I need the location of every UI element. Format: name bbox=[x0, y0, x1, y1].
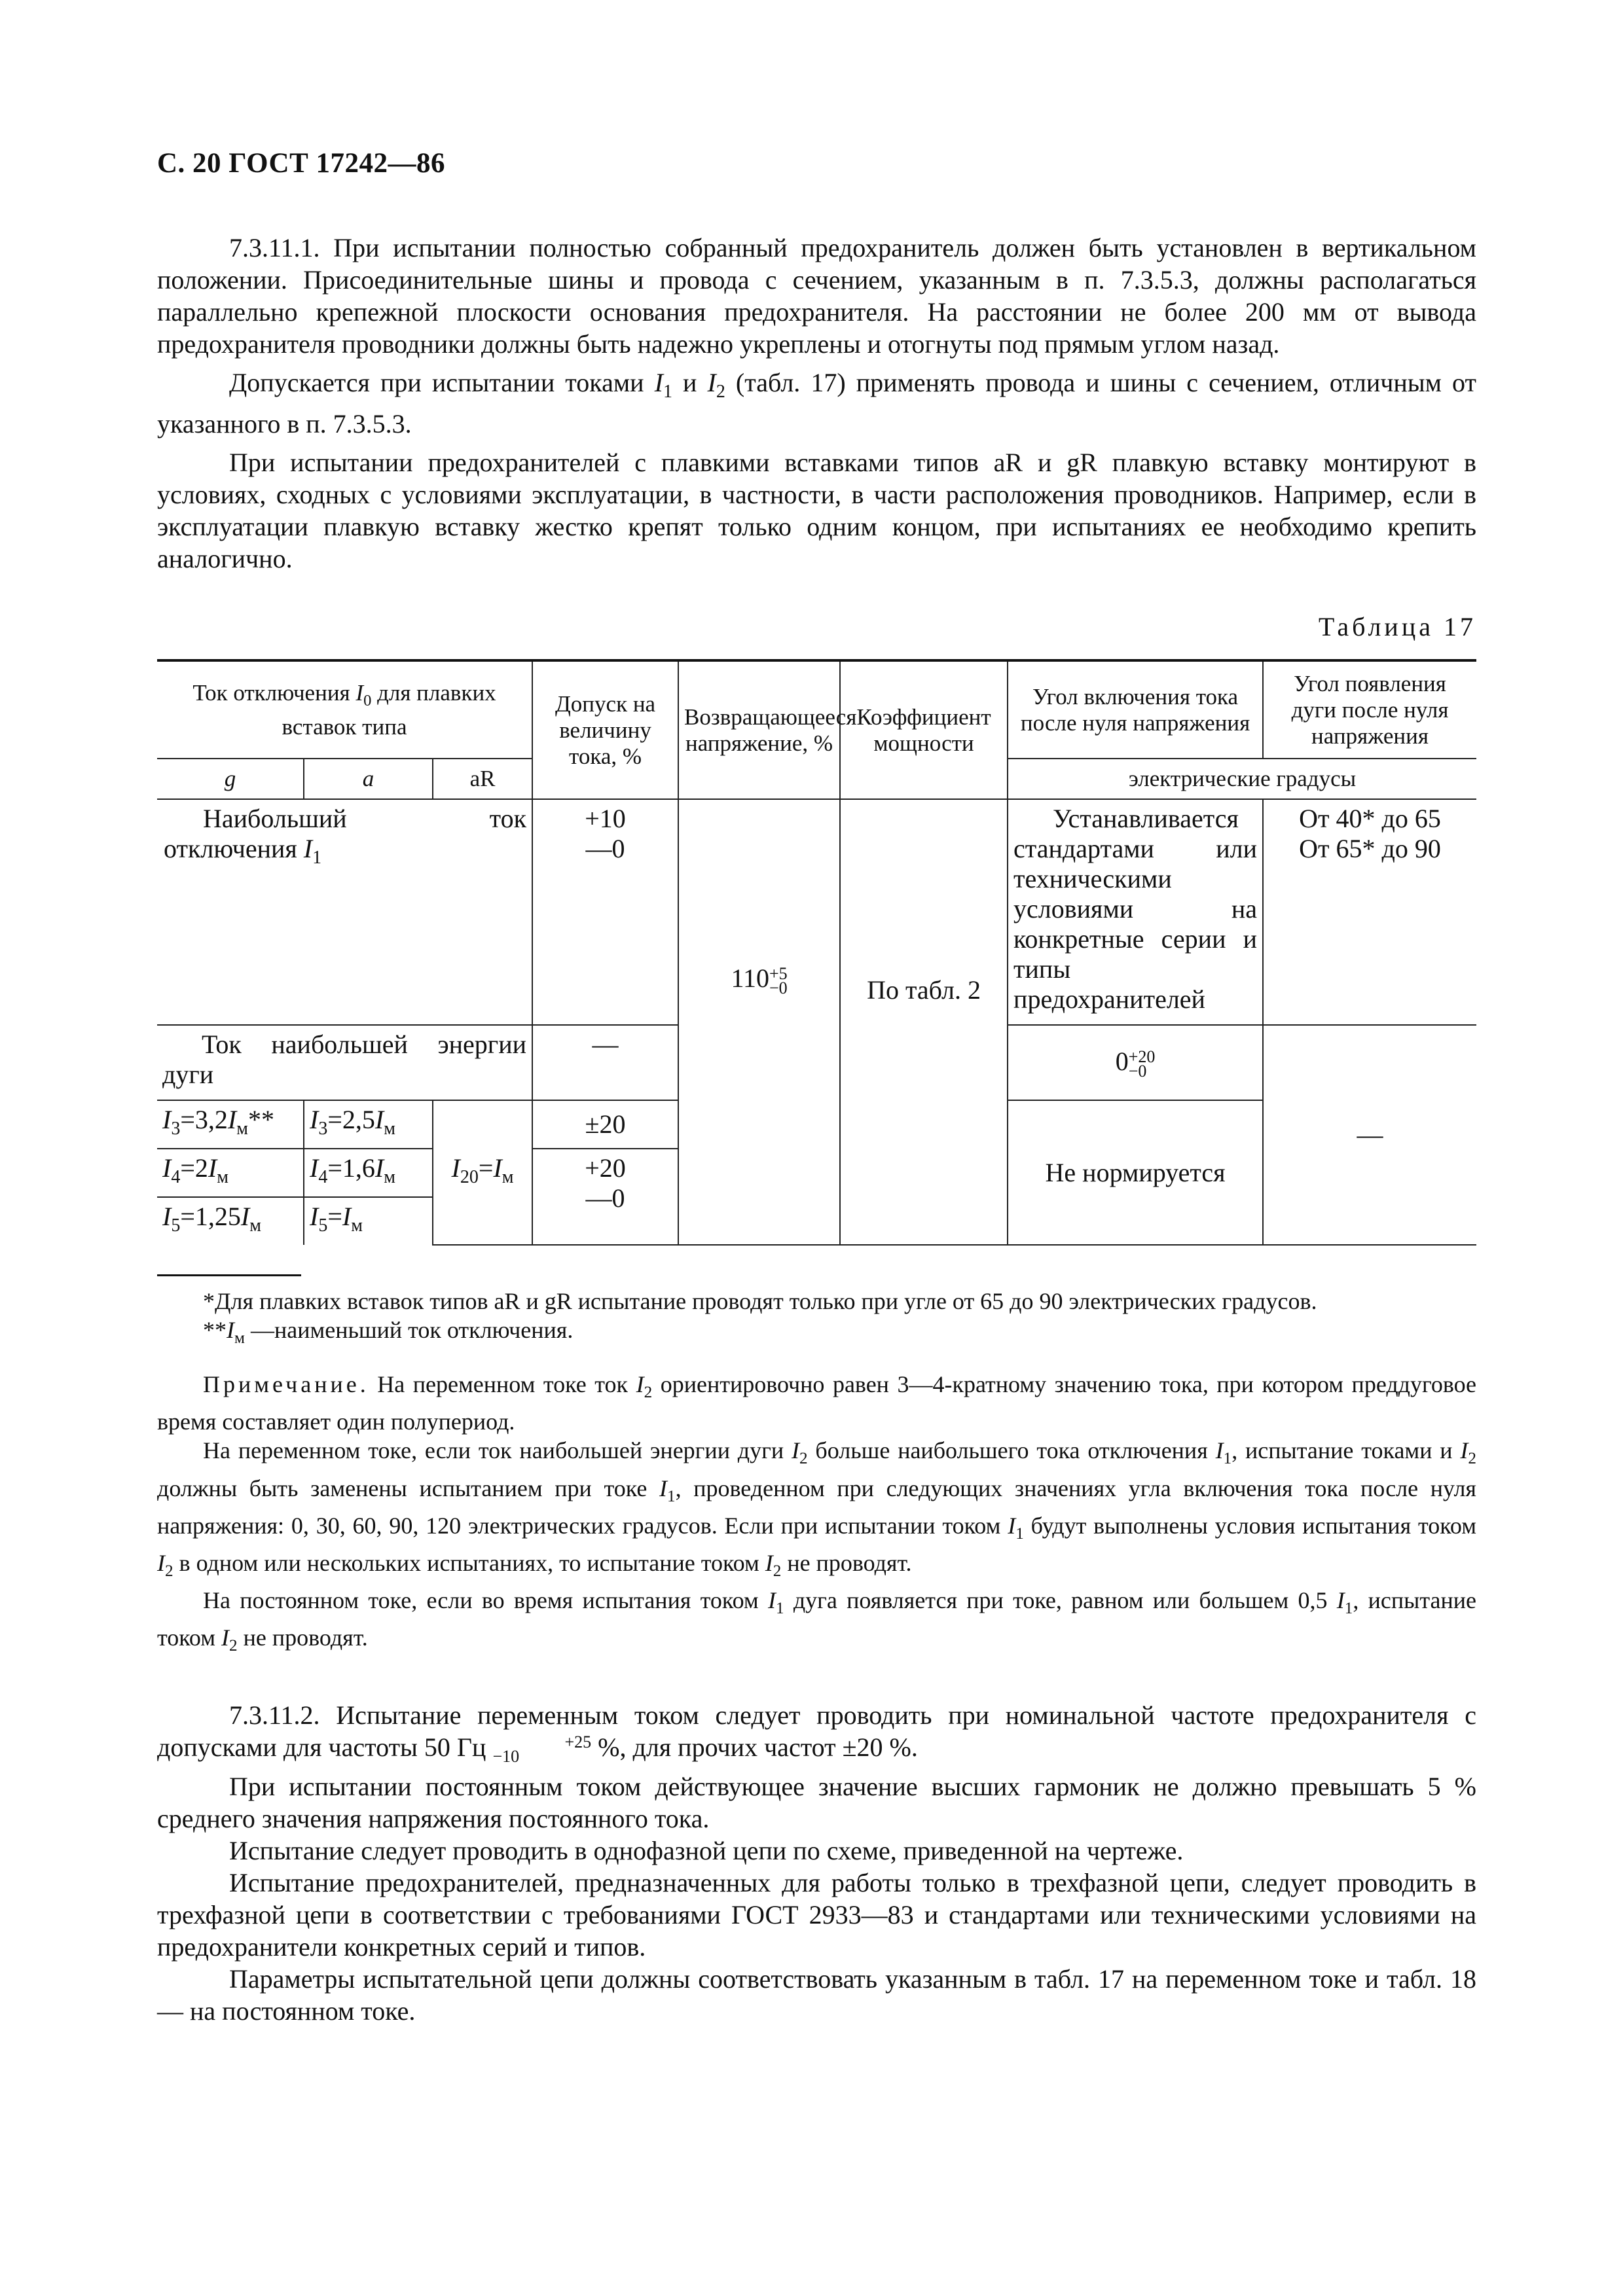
footnote-1: *Для плавких вставок типов aR и gR испытание проводят только при угле от 65 до 90 электрических градусов. bbox=[203, 1288, 1317, 1314]
recovery-voltage-value: 110+5 −0 bbox=[678, 799, 840, 1245]
arc-angle-max-breaking: От 40* до 65 От 65* до 90 bbox=[1263, 799, 1476, 1025]
cell-i5-a: $I_5=I_м$ bbox=[304, 1197, 433, 1245]
row-max-energy: Ток наибольшей энергии дуги bbox=[157, 1025, 532, 1100]
power-factor-value: По табл. 2 bbox=[840, 799, 1008, 1245]
header-power-factor: Коэффициент мощности bbox=[840, 660, 1008, 799]
header-recovery-voltage: Возвращающееся напряжение, % bbox=[678, 660, 840, 799]
header-type-a: a bbox=[304, 759, 433, 799]
para-7-3-11-2: 7.3.11.2. Испытание переменным током следует проводить при номинальной частоте предохранителя с допусками для частоты 50 Гц +25 −10 %, для прочих частот ±20 %. bbox=[157, 1700, 1476, 1767]
header-type-g: g bbox=[157, 759, 304, 799]
para-single-phase: Испытание следует проводить в однофазной цепи по схеме, приведенной на чертеже. bbox=[229, 1836, 1184, 1866]
i3-tolerance: ±20 bbox=[532, 1100, 678, 1149]
row-max-breaking: Наибольший ток отключения $I_1$ bbox=[157, 799, 532, 1025]
table-17 bbox=[157, 659, 1476, 1246]
page-header: С. 20 ГОСТ 17242—86 bbox=[157, 148, 446, 179]
footnote-separator bbox=[157, 1274, 301, 1276]
note-3: На постоянном токе, если во время испытания током $I_1$ дуга появляется при токе, равном или большем 0,5 $I_1$, испытание током $I_2$ не проводят. bbox=[157, 1587, 1476, 1655]
cell-i3-a: $I_3=2,5I_м$ bbox=[304, 1100, 433, 1149]
header-breaking-current: Ток отключения $I_0$ для плавких вставок типа bbox=[157, 660, 532, 759]
cell-i4-g: $I_4=2I_м$ bbox=[157, 1149, 304, 1197]
para-7-3-11-1: 7.3.11.1. При испытании полностью собранный предохранитель должен быть установлен в вертикальном положении. Присоединительные шины и провода с сечением, указанным в п. 7.3.5.3, должны располагаться параллельно крепежной плоскости основания предохранителя. На расстоянии не более 200 мм от вывода предохранителя проводники должны быть надежно укреплены и отогнуты под прямым углом назад. bbox=[157, 233, 1476, 359]
note-1: Примечание. На переменном токе ток $I_2$ ориентировочно равен 3—4-кратному значению тока, при котором преддуговое время составляет один полупериод. bbox=[157, 1371, 1476, 1435]
switch-angle-max-energy: 0+20 −0 bbox=[1008, 1025, 1263, 1100]
header-arc-angle: Угол появления дуги после нуля напряжения bbox=[1263, 660, 1476, 759]
header-type-ar: aR bbox=[433, 759, 532, 799]
para-ar-gr-mounting: При испытании предохранителей с плавкими вставками типов aR и gR плавкую вставку монтируют в условиях, сходных с условиями эксплуатации, в частности, в части расположения проводников. Например, если в эксплуатации плавкую вставку жестко крепят только одним концом, при испытаниях ее необходимо крепить аналогично. bbox=[157, 448, 1476, 573]
para-dc-harmonics: При испытании постоянным током действующее значение высших гармоник не должно превышать 5 % среднего значения напряжения постоянного тока. bbox=[157, 1772, 1476, 1834]
switch-angle-max-breaking: Устанавливается стандартами или техническими условиями на конкретные серии и типы предохранителей bbox=[1008, 799, 1263, 1025]
i4-i5-tolerance: +20 —0 bbox=[532, 1149, 678, 1245]
switch-angle-not-normalized: Не нормируется bbox=[1008, 1100, 1263, 1245]
cell-i3-g: $I_3=3,2I_м**$ bbox=[157, 1100, 304, 1149]
note-2: На переменном токе, если ток наибольшей энергии дуги $I_2$ больше наибольшего тока отключения $I_1$, испытание токами и $I_2$ должны быть заменены испытанием при токе $I_1$, проведенном при следующих значениях угла включения тока после нуля напряжения: 0, 30, 60, 90, 120 электрических градусов. Если при испытании током $I_1$ будут выполнены условия испытания током $I_2$ в одном или нескольких испытаниях, то испытание током $I_2$ не проводят. bbox=[157, 1437, 1476, 1581]
table-caption: Таблица 17 bbox=[1318, 612, 1476, 641]
max-energy-tolerance: — bbox=[532, 1025, 678, 1100]
para-circuit-params: Параметры испытательной цепи должны соответствовать указанным в табл. 17 на переменном токе и табл. 18 — на постоянном токе. bbox=[157, 1964, 1476, 2026]
footnote-2: $**I_м$ —наименьший ток отключения. bbox=[203, 1317, 574, 1348]
max-breaking-tolerance: +10 —0 bbox=[532, 799, 678, 1025]
header-units: электрические градусы bbox=[1008, 759, 1476, 799]
header-switch-angle: Угол включения тока после нуля напряжения bbox=[1008, 660, 1263, 759]
para-three-phase: Испытание предохранителей, предназначенных для работы только в трехфазной цепи, следует проводить в трехфазной цепи в соответствии с требованиями ГОСТ 2933—83 и стандартами или техническими условиями на предохранители конкретных серий и типов. bbox=[157, 1868, 1476, 1962]
para-currents-allowance: Допускается при испытании токами $I_1$ и $I_2$ (табл. 17) применять провода и шины с сечением, отличным от указанного в п. 7.3.5.3. bbox=[157, 368, 1476, 439]
cell-i4-a: $I_4=1,6I_м$ bbox=[304, 1149, 433, 1197]
arc-angle-rest: — bbox=[1263, 1025, 1476, 1245]
document-page bbox=[157, 147, 1476, 2027]
header-tolerance: Допуск на величину тока, % bbox=[532, 660, 678, 799]
cell-i5-g: $I_5=1,25I_м$ bbox=[157, 1197, 304, 1245]
cell-i20-ar: $I_{20}=I_м$ bbox=[433, 1100, 532, 1245]
